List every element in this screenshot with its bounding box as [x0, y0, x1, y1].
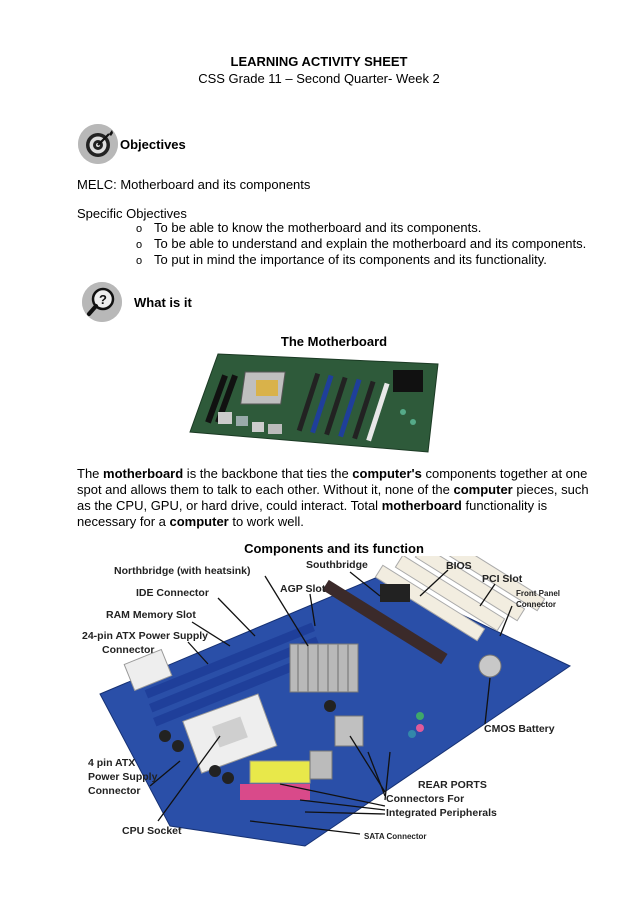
- list-item: o To be able to know the motherboard and its components.: [136, 220, 482, 235]
- label-pci-slot: PCI Slot: [482, 573, 523, 585]
- label-ram-slot: RAM Memory Slot: [106, 609, 196, 621]
- label-atx24-1: 24-pin ATX Power Supply: [82, 630, 209, 642]
- sheet-subtitle: CSS Grade 11 – Second Quarter- Week 2: [198, 71, 440, 86]
- text-run: functionality is necessary for a: [77, 498, 548, 529]
- label-agp-slot: AGP Slot: [280, 583, 326, 595]
- sheet-title: LEARNING ACTIVITY SHEET: [230, 54, 408, 69]
- label-atx4-3: Connector: [88, 785, 141, 797]
- bold-term: motherboard: [103, 466, 184, 481]
- bold-term: motherboard: [381, 498, 462, 513]
- bold-term: computer: [453, 482, 513, 497]
- label-integrated-peripherals: Integrated Peripherals: [386, 807, 497, 819]
- components-heading: Components and its function: [244, 541, 424, 556]
- label-northbridge: Northbridge (with heatsink): [114, 565, 251, 577]
- label-atx4-1: 4 pin ATX: [88, 757, 136, 769]
- label-bios: BIOS: [446, 560, 472, 572]
- list-item: o To put in mind the importance of its components and its functionality.: [136, 252, 547, 267]
- label-front-panel-2: Connector: [516, 600, 556, 609]
- objectives-heading: Objectives: [120, 137, 186, 152]
- text-run: is the backbone that ties the: [183, 466, 353, 481]
- label-ide-connector: IDE Connector: [136, 587, 209, 599]
- label-cpu-socket: CPU Socket: [122, 825, 182, 837]
- text-run: components together at one spot and allows them to talk to each other. Without it, none of the: [77, 466, 588, 497]
- target-icon: [78, 124, 118, 164]
- text-run: The: [77, 466, 104, 481]
- label-atx24-2: Connector: [102, 644, 155, 656]
- bold-term: computer's: [352, 466, 422, 481]
- label-front-panel-1: Front Panel: [516, 589, 561, 598]
- label-sata-connector: SATA Connector: [364, 832, 427, 841]
- label-atx4-2: Power Supply: [88, 771, 158, 783]
- melc-text: MELC: Motherboard and its components: [77, 177, 311, 192]
- list-item: o To be able to understand and explain the motherboard and its components.: [136, 236, 587, 251]
- label-connectors-for: Connectors For: [386, 793, 465, 805]
- motherboard-diagram: [80, 556, 580, 848]
- label-rear-ports: REAR PORTS: [418, 779, 487, 791]
- text-run: pieces, such as the CPU, GPU, or hard drive, could interact. Total: [77, 482, 589, 513]
- what-is-it-heading: What is it: [134, 295, 192, 310]
- motherboard-paragraph: [77, 466, 592, 530]
- text-run: to work well.: [228, 514, 304, 529]
- label-southbridge: Southbridge: [306, 559, 368, 571]
- figure-title-motherboard: The Motherboard: [280, 334, 388, 349]
- specific-objectives-label: Specific Objectives: [77, 206, 187, 221]
- objectives-list: [136, 220, 586, 268]
- motherboard-photo: [188, 352, 446, 455]
- bold-term: computer: [169, 514, 229, 529]
- magnifier-question-icon: [82, 282, 122, 322]
- svg-text:?: ?: [99, 292, 107, 307]
- label-cmos-battery: CMOS Battery: [484, 723, 555, 735]
